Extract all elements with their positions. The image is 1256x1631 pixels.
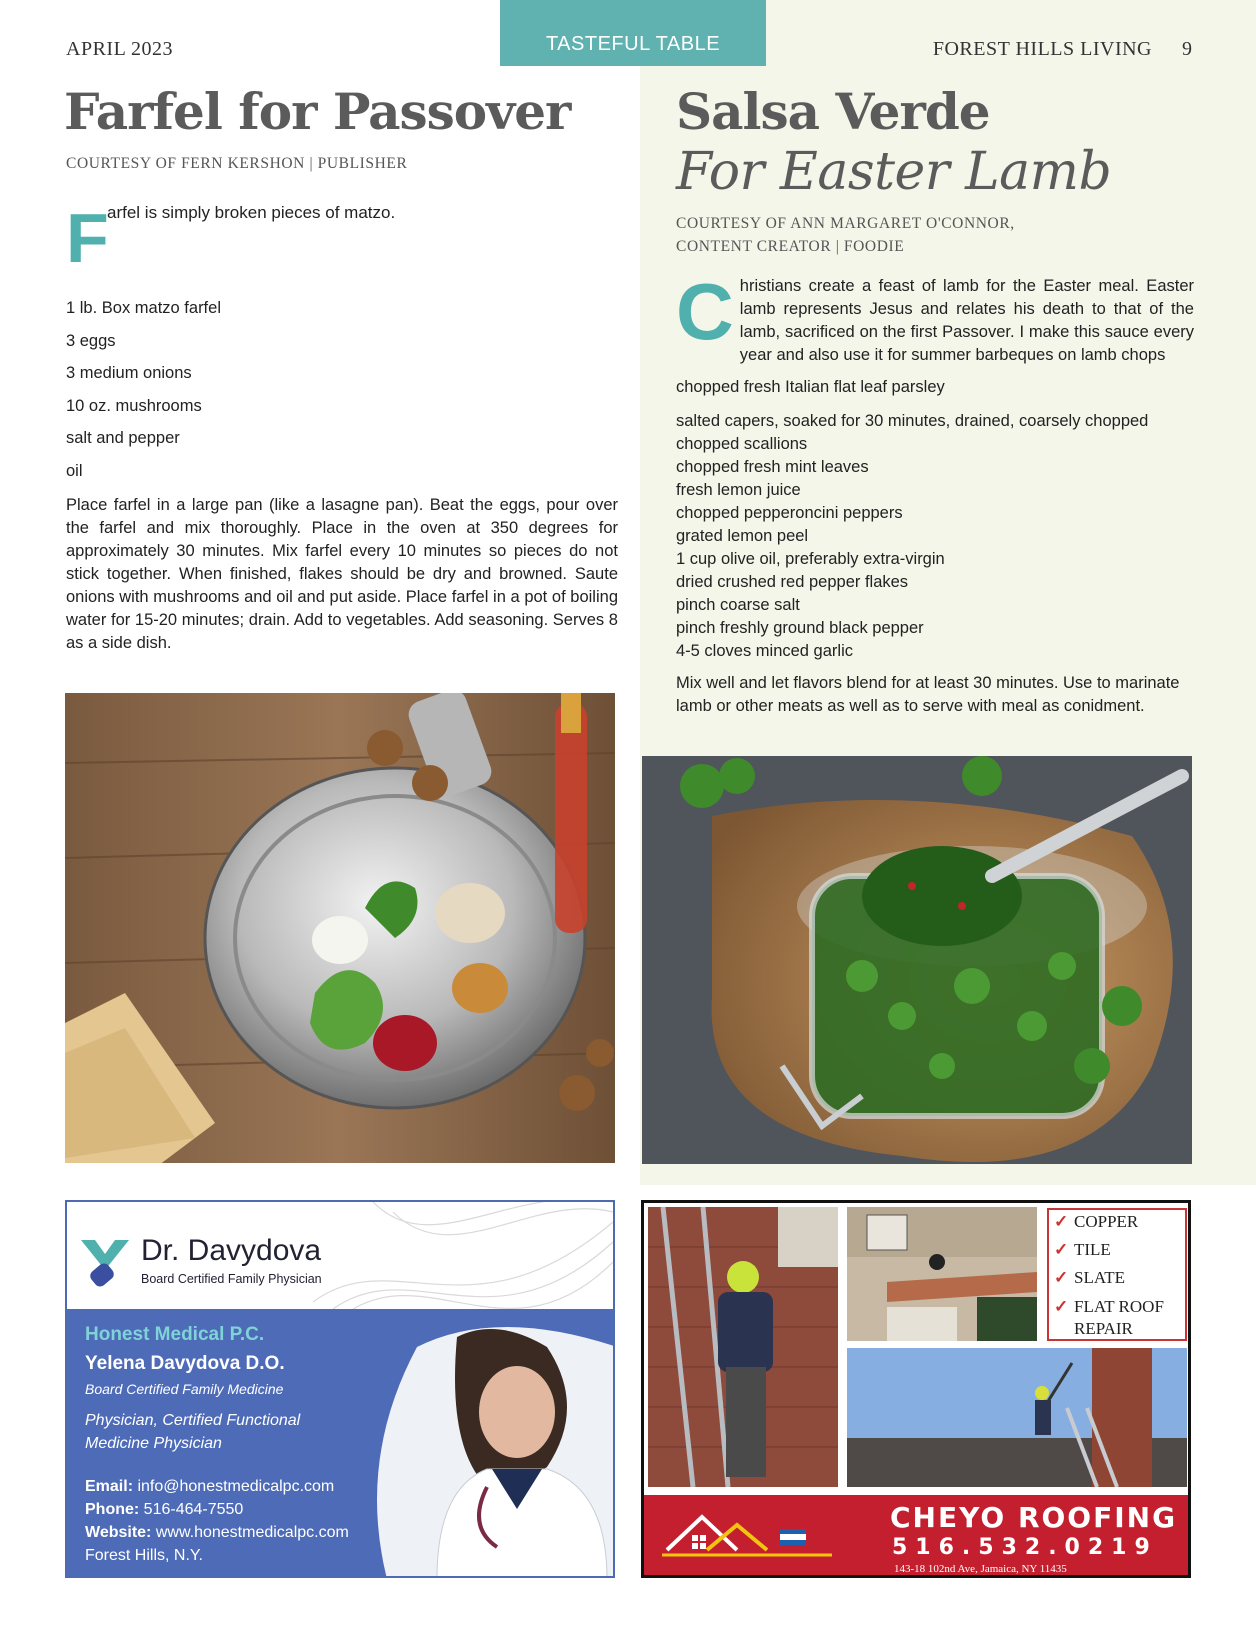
drop-cap: F xyxy=(66,199,109,277)
roof-work-photo xyxy=(847,1207,1037,1341)
roofer-ladder-photo xyxy=(648,1207,838,1487)
ad-brand-name: Dr. Davydova xyxy=(141,1234,322,1267)
section-tab: TASTEFUL TABLE xyxy=(500,0,766,66)
website-link[interactable]: www.honestmedicalpc.com xyxy=(155,1524,349,1541)
company-address: 143-18 102nd Ave, Jamaica, NY 11435 xyxy=(894,1563,1067,1575)
decorative-lines xyxy=(313,1202,613,1309)
right-article-byline xyxy=(676,212,1015,258)
doctor-photo xyxy=(377,1317,615,1578)
service-item: ✓ FLAT ROOF REPAIR xyxy=(1054,1297,1164,1338)
contact-info xyxy=(85,1475,349,1567)
checkmark-icon: ✓ xyxy=(1054,1268,1069,1287)
ingredient-item: oil xyxy=(66,461,83,480)
doctor-specialty: Board Certified Family Medicine xyxy=(85,1381,284,1397)
roofing-banner xyxy=(644,1495,1188,1578)
role-line: Medicine Physician xyxy=(85,1435,222,1452)
role-line: Physician, Certified Functional xyxy=(85,1412,301,1429)
checkmark-icon: ✓ xyxy=(1054,1297,1069,1316)
intro-text: hristians create a feast of lamb for the Easter meal. Easter lamb represents Jesus and relates his death to that of the lamb, sacrificed on the first Passover. I make this sauce every year and also use it for summer barbeques on lamb chops xyxy=(739,277,1194,364)
ingredient-item: chopped fresh Italian flat leaf parsley xyxy=(676,378,945,396)
right-article-title: Salsa Verde xyxy=(676,82,990,141)
ingredient-item: salt and pepper xyxy=(66,429,180,447)
phone-row xyxy=(85,1498,349,1521)
right-article-intro xyxy=(676,267,1194,367)
seder-plate-photo xyxy=(65,693,615,1163)
service-item: ✓ COPPER xyxy=(1054,1212,1139,1231)
medical-logo-icon xyxy=(81,1236,129,1288)
website-row xyxy=(85,1521,349,1544)
ingredient-item: grated lemon peel xyxy=(676,527,809,545)
left-instructions: Place farfel in a large pan (like a lasagne pan). Beat the eggs, pour over the farfel and mix thoroughly. Place in the oven at 350 degrees for approximately 30 minutes. Mix farfel every 10 minutes so pieces do not stick together. When finished, flakes should be dry and browned. Saute onions with mushrooms and oil and put aside. Place farfel in a pot of boiling water for 15-20 minutes; drain. Add to vegetables. Add seasoning. Serves 8 as a side dish. xyxy=(66,496,618,652)
drop-cap: C xyxy=(676,267,734,356)
company-name: Honest Medical P.C. xyxy=(85,1324,265,1345)
location: Forest Hills, N.Y. xyxy=(85,1547,203,1564)
ingredient-item: dried crushed red pepper flakes xyxy=(676,573,909,591)
right-instructions: Mix well and let flavors blend for at least 30 minutes. Use to marinate lamb or other meats as well as to serve with meal as conidment. xyxy=(676,674,1180,715)
ingredient-item: salted capers, soaked for 30 minutes, drained, coarsely chopped xyxy=(676,412,1149,430)
ad-header xyxy=(67,1202,613,1309)
left-article-byline: COURTESY OF FERN KERSHON | PUBLISHER xyxy=(66,155,408,172)
email-label: Email: xyxy=(85,1478,134,1495)
ingredient-item: pinch freshly ground black pepper xyxy=(676,619,924,637)
company-name: CHEYO ROOFING xyxy=(890,1501,1178,1534)
chimney-photo xyxy=(847,1348,1187,1487)
ingredient-item: 1 lb. Box matzo farfel xyxy=(66,299,221,317)
checkmark-icon: ✓ xyxy=(1054,1240,1069,1259)
intro-text: arfel is simply broken pieces of matzo. xyxy=(107,203,396,222)
right-ingredient-list xyxy=(676,410,1148,663)
issue-date: APRIL 2023 xyxy=(66,38,174,60)
phone-number[interactable]: 516.532.0219 xyxy=(892,1535,1158,1560)
phone-link[interactable]: 516-464-7550 xyxy=(143,1501,244,1518)
services-list xyxy=(1047,1208,1187,1341)
left-article-title: Farfel for Passover xyxy=(64,82,571,141)
ingredient-item: fresh lemon juice xyxy=(676,481,801,499)
ingredient-item: 3 eggs xyxy=(66,331,116,350)
byline-line: COURTESY OF ANN MARGARET O'CONNOR, xyxy=(676,215,1015,232)
publication-name: FOREST HILLS LIVING xyxy=(932,38,1152,60)
right-article-subtitle: For Easter Lamb xyxy=(676,142,1112,202)
page-number: 9 xyxy=(1182,38,1192,60)
ingredient-item: 1 cup olive oil, preferably extra-virgin xyxy=(676,550,945,568)
ingredient-item: 10 oz. mushrooms xyxy=(66,396,202,415)
medical-advertisement[interactable] xyxy=(65,1200,615,1578)
doctor-role xyxy=(85,1409,349,1455)
ad-details xyxy=(85,1324,349,1567)
email-row xyxy=(85,1475,349,1498)
ingredient-item: chopped scallions xyxy=(676,435,808,453)
phone-label: Phone: xyxy=(85,1501,140,1518)
email-link[interactable]: info@honestmedicalpc.com xyxy=(137,1478,335,1495)
salsa-verde-photo xyxy=(642,756,1192,1164)
website-label: Website: xyxy=(85,1524,152,1541)
ingredient-item: 4-5 cloves minced garlic xyxy=(676,642,853,660)
left-ingredient-list xyxy=(66,299,221,494)
house-logo-icon xyxy=(662,1505,842,1565)
doctor-name: Yelena Davydova D.O. xyxy=(85,1353,285,1374)
ingredient-item: pinch coarse salt xyxy=(676,596,800,614)
roofing-advertisement[interactable] xyxy=(641,1200,1191,1578)
ingredient-item: 3 medium onions xyxy=(66,364,192,382)
ingredient-item: chopped fresh mint leaves xyxy=(676,458,869,476)
byline-line: CONTENT CREATOR | FOODIE xyxy=(676,238,905,255)
ingredient-item: chopped pepperoncini peppers xyxy=(676,504,903,522)
ad-brand-subtitle: Board Certified Family Physician xyxy=(141,1272,322,1286)
checkmark-icon: ✓ xyxy=(1054,1212,1069,1231)
service-item: ✓ TILE xyxy=(1054,1240,1111,1259)
service-item: ✓ SLATE xyxy=(1054,1268,1125,1287)
